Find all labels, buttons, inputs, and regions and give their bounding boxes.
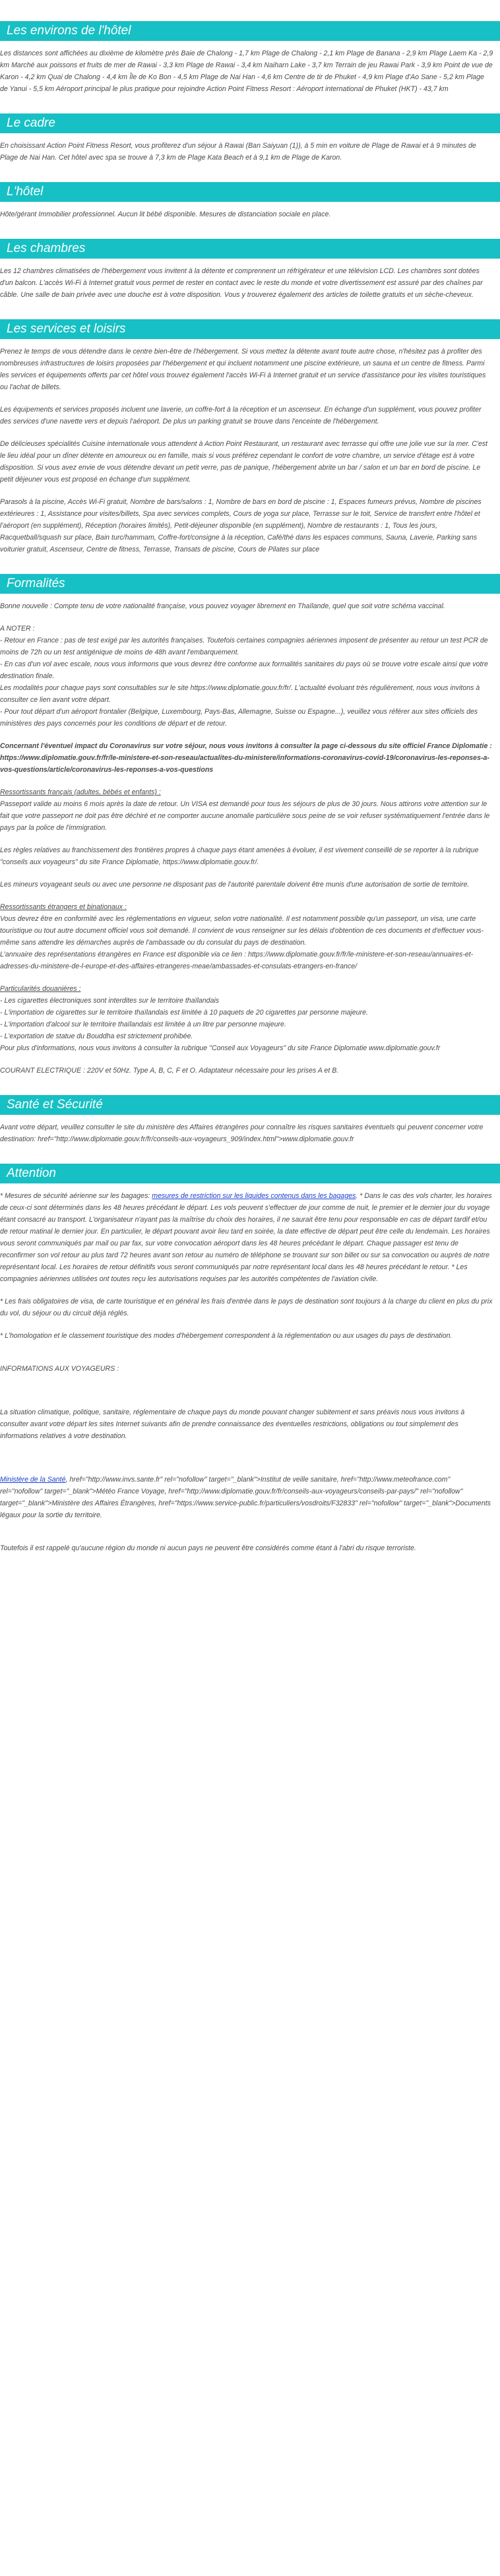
travellers-info-heading: INFORMATIONS AUX VOYAGEURS : — [0, 1365, 119, 1373]
customs-item: - L'importation d'alcool sur le territoire thaïlandais est limitée à un litre par personne majeure. — [0, 1021, 286, 1028]
foreign-nationals — [0, 901, 493, 972]
services-paragraph-3: De délicieuses spécialités Cuisine internationale vous attendent à Action Point Restaurant, un restaurant avec terrasse qui offre une jolie vue sur la mer. C'est le lieu idéal pour un dîner détente en amoureux ou en famille, mais si vous préférez cependant le confort de votre chambre, un service d'étage est à votre disposition. Si vous avez envie de vous détendre devant un petit verre, pas de panique, l'hébergement abrite un bar / salon et un bar en bord de piscine. Le petit déjeuner vous est proposé en échange d'un supplément. — [0, 440, 488, 484]
environs-text: Les distances sont affichées au dixième de kilomètre près Baie de Chalong - 1,7 km Plage de Chalong - 2,1 km Plage de Banana - 2,9 km Plage Laem Ka - 2,9 km Marché aux poissons et fruits de mer de Rawai - 3,3 km Plage de Rawai - 3,4 km Naiharn Lake - 3,7 km Terrain de jeu Rawai Park - 3,9 km Point de vue de Karon - 4,2 km Quai de Chalong - 4,4 km Île de Ko Bon - 4,5 km Plage de Nai Han - 4,6 km Centre de tir de Phuket - 4,9 km Plage d'Ao Sane - 5,2 km Plage de Yanui - 5,5 km Aéroport principal le plus pratique pour rejoindre Action Point Fitness Resort : Aéroport international de Phuket (HKT) - 43,7 km — [0, 49, 493, 93]
section-title-environs: Les environs de l'hôtel — [0, 21, 500, 41]
section-attention — [0, 1164, 500, 1554]
foreign-nationals-text: Vous devrez être en conformité avec les réglementations en vigueur, selon votre nationalité. Il est notamment possible qu'un passeport, un visa, une carte touristique ou tout autre document officiel vous soit demandé. Il convient de vous renseigner sur les délais d'obtention de ces documents et d'effectuer vous-même sans attendre les démarches auprès de l'ambassade ou du consulat du pays de destination. — [0, 915, 484, 947]
foreign-nationals-directory: L'annuaire des représentations étrangères en France est disponible via ce lien : https://www.diplomatie.gouv.fr/fr/le-ministere-et-son-reseau/annuaires-et-adresses-du-ministere-de-l-europe-et-des-affaires-etrangeres-meae/ambassades-et-consulats-etrangers-en-france/ — [0, 951, 474, 970]
note-item: - Retour en France : pas de test exigé par les autorités françaises. Toutefois certaines compagnies aériennes imposent de présenter au retour un test PCR de moins de 72h ou un test antigénique de moins de 48h avant l'embarquement. — [0, 637, 488, 656]
section-environs — [0, 21, 500, 95]
useful-links-text: , href="http://www.invs.sante.fr" rel="nofollow" target="_blank">Institut de veille sanitaire, href="http://www.meteofrance.com" rel="nofollow" target="_blank">Météo France Voyage, href="http://www.diplomatie.gouv.fr/fr/conseils-aux-voyageurs/conseils-par-pays/" rel="nofollow" target="_blank">Ministère des Affaires Étrangères, href="https://www.service-public.fr/particuliers/vosdroits/F32833" rel="nofollow" target="_blank">Documents légaux pour la sortie du territoire. — [0, 1476, 491, 1519]
security-lead: * Mesures de sécurité aérienne sur les bagages: — [0, 1192, 152, 1200]
section-cadre — [0, 113, 500, 164]
attention-paragraph-4: La situation climatique, politique, sanitaire, réglementaire de chaque pays du monde pouvant changer subitement et sans préavis nous vous invitons à consulter avant votre départ les sites Internet suivants afin de prendre connaissance des éventuelles restrictions, obligations ou tout simplement des informations relatives à votre destination. — [0, 1408, 465, 1440]
hotel-text: Hôte/gérant Immobilier professionnel. Aucun lit bébé disponible. Mesures de distanciation sociale en place. — [0, 210, 331, 218]
customs-item: - L'exportation de statue du Bouddha est strictement prohibée. — [0, 1032, 193, 1040]
attention-paragraph-1 — [0, 1190, 493, 1285]
ministry-health-link[interactable]: Ministère de la Santé — [0, 1476, 66, 1484]
section-hotel — [0, 182, 500, 220]
customs-item: Pour plus d'informations, nous vous invitons à consulter la rubrique "Conseil aux Voyageurs" du site France Diplomatie www.diplomatie.gouv.fr — [0, 1044, 441, 1052]
minors-rule: Les mineurs voyageant seuls ou avec une personne ne disposant pas de l'autorité parentale doivent être munis d'une autorisation de sortie de territoire. — [0, 881, 470, 889]
section-formalites — [0, 574, 500, 1077]
section-title-services: Les services et loisirs — [0, 319, 500, 339]
section-title-cadre: Le cadre — [0, 113, 500, 133]
formalites-note — [0, 623, 493, 730]
note-heading: A NOTER : — [0, 625, 35, 633]
sante-text: Avant votre départ, veuillez consulter le site du ministère des Affaires étrangères pour connaître les risques sanitaires éventuels qui peuvent concerner votre destination: href="http://www.diplomatie.gouv.fr/fr/conseils-aux-voyageurs_909/index.html">www.diplomatie.gouv.fr — [0, 1123, 484, 1143]
services-paragraph-2: Les équipements et services proposés incluent une laverie, un coffre-fort à la réception et un ascenseur. En échange d'un supplément, vous pouvez profiter des services d'une navette vers et depuis l'aéroport. De plus un parking gratuit se trouve dans l'enceinte de l'hébergement. — [0, 406, 482, 425]
cadre-text: En choisissant Action Point Fitness Resort, vous profiterez d'un séjour à Rawai (Ban Saiyuan (1)), à 5 min en voiture de Plage de Rawai et à 9 minutes de Plage de Nai Han. Cet hôtel avec spa se trouve à 7,3 km de Plage Kata Beach et à 9,1 km de Plage de Karon. — [0, 142, 476, 162]
section-sante — [0, 1095, 500, 1145]
services-paragraph-1: Prenez le temps de vous détendre dans le centre bien-être de l'hébergement. Si vous mettez la détente avant toute autre chose, n'hésitez pas à profiter des nombreuses infrastructures de loisirs proposées par l'hébergement et qui incluent notamment une piscine extérieure, un sauna et un centre de fitness. Parmi les services et équipements offerts par cet hôtel vous trouvez également l'accès Wi-Fi à Internet gratuit et un service d'assistance pour les visites touristiques ou l'achat de billets. — [0, 348, 486, 391]
electric-current: COURANT ELECTRIQUE : 220V et 50Hz. Type A, B, C, F et O. Adaptateur nécessaire pour les prises A et B. — [0, 1067, 339, 1075]
chambres-text: Les 12 chambres climatisées de l'hébergement vous invitent à la détente et comprennent un réfrigérateur et une télévision LCD. Les chambres sont dotées d'un balcon. L'accès Wi-Fi à Internet gratuit vous permet de rester en contact avec le reste du monde et votre divertissement est assuré par des chaînes par câble. Une salle de bain privée avec une douche est à votre disposition. Vous y trouverez également des articles de toilette gratuits et un sèche-cheveux. — [0, 267, 483, 299]
page — [0, 21, 500, 1554]
foreign-nationals-heading: Ressortissants étrangers et binationaux : — [0, 903, 127, 911]
customs-item: - Les cigarettes électroniques sont interdites sur le territoire thaïlandais — [0, 997, 220, 1005]
attention-paragraph-6: Toutefois il est rappelé qu'aucune région du monde ni aucun pays ne peuvent être considérés comme étant à l'abri du risque terroriste. — [0, 1544, 416, 1552]
french-nationals — [0, 786, 493, 834]
section-title-sante: Santé et Sécurité — [0, 1095, 500, 1115]
note-item: - En cas d'un vol avec escale, nous vous informons que vous devrez être conforme aux formalités sanitaires du pays où se trouve votre escale ainsi que votre destination finale. — [0, 660, 488, 680]
section-services — [0, 319, 500, 555]
note-item: - Pour tout départ d'un aéroport frontalier (Belgique, Luxembourg, Pays-Bas, Allemagne, Suisse ou Espagne...), veuillez vous référer aux sites officiels des ministères des pays concernés pour les conditions de départ et de retour. — [0, 708, 478, 728]
note-item: Les modalités pour chaque pays sont consultables sur le site https://www.diplomatie.gouv.fr/fr/. L'actualité évoluant très régulièrement, nous vous invitons à consulter ce lien avant votre départ. — [0, 684, 480, 704]
section-title-formalites: Formalités — [0, 574, 500, 594]
section-chambres — [0, 239, 500, 301]
customs-heading: Particularités douanières : — [0, 985, 81, 993]
attention-paragraph-5 — [0, 1474, 493, 1521]
covid-notice: Concernant l'éventuel impact du Coronavirus sur votre séjour, nous vous invitons à consulter la page ci-dessous du site officiel France Diplomatie : https://www.diplomatie.gouv.fr/fr/le-ministere-et-son-reseau/actualites-du-ministere/informations-coronavirus-covid-19/coronavirus-les-reponses-a-vos-questions/article/coronavirus-les-reponses-a-vos-questions — [0, 742, 492, 774]
french-nationals-heading: Ressortissants français (adultes, bébés et enfants) : — [0, 788, 161, 796]
liquids-restriction-link[interactable]: mesures de restriction sur les liquides contenus dans les bagages — [152, 1192, 356, 1200]
flights-info: . * Dans le cas des vols charter, les horaires de ceux-ci sont déterminés dans les 48 heures précédant le départ. Les vols peuvent s'effectuer de jour comme de nuit, le premier et le dernier jour du voyage étant consacré au transport. L'organisateur n'ayant pas la maîtrise du choix des horaires, il ne saurait être tenu pour responsable en cas de départ tardif et/ou de retour matinal le dernier jour. En particulier, le départ pouvant avoir lieu tard en soirée, la date effective de départ peut être celle du lendemain. Les horaires vous seront communiqués par mail ou par fax, sur votre convocation aéroport dans les 48 heures précédant le départ. Chaque passager est tenu de reconfirmer son vol retour au plus tard 72 heures avant son retour au numéro de téléphone se trouvant sur son billet ou sur sa convocation ou auprès de notre représentant local. Les horaires de retour définitifs vous seront communiqués par notre représentant local dans les 48 heures précédant le retour. * Les compagnies aériennes utilisées ont toutes reçu les autorisations requises par les autorités compétentes de l'aviation civile. — [0, 1192, 492, 1283]
section-title-chambres: Les chambres — [0, 239, 500, 259]
attention-paragraph-2: * Les frais obligatoires de visa, de carte touristique et en général les frais d'entrée dans le pays de destination sont toujours à la charge du client en plus du prix du vol, du séjour ou du circuit déjà réglés. — [0, 1298, 493, 1317]
section-title-attention: Attention — [0, 1164, 500, 1183]
french-nationals-text: Passeport valide au moins 6 mois après la date de retour. Un VISA est demandé pour tous les séjours de plus de 30 jours. Nous attirons votre attention sur le fait que votre passeport ne doit pas être déchiré et ne comporter aucune anomalie particulière sous peine de se voir refuser systématiquement l'entrée dans le pays par la police de l'immigration. — [0, 800, 490, 832]
customs — [0, 983, 493, 1054]
services-amenities-list: Parasols à la piscine, Accès Wi-Fi gratuit, Nombre de bars/salons : 1, Nombre de bars en bord de piscine : 1, Espaces fumeurs prévus, Nombre de piscines extérieures : 1, Assistance pour visites/billets, Spa avec services complets, Cours de yoga sur place, Terrasse sur le toit, Service de transfert entre l'hôtel et l'aéroport (en supplément), Réception (horaires limités), Petit-déjeuner disponible (en supplément), Nombre de restaurants : 1, Tous les jours, Racquetball/squash sur place, Bain turc/hammam, Coffre-fort/consigne à la réception, Café/thé dans les espaces communs, Sauna, Laverie, Parking sans voiturier gratuit, Ascenseur, Centre de fitness, Terrasse, Transats de piscine, Cours de Pilates sur place — [0, 498, 482, 553]
border-rules: Les règles relatives au franchissement des frontières propres à chaque pays étant amenées à évoluer, il est vivement conseillé de se reporter à la rubrique "conseils aux voyageurs" du site France Diplomatie, https://www.diplomatie.gouv.fr/. — [0, 846, 479, 866]
formalites-intro: Bonne nouvelle : Compte tenu de votre nationalité française, vous pouvez voyager librement en Thaïlande, quel que soit votre schéma vaccinal. — [0, 602, 445, 610]
section-title-hotel: L'hôtel — [0, 182, 500, 202]
customs-item: - L'importation de cigarettes sur le territoire thaïlandais est limitée à 10 paquets de 20 cigarettes par personne majeure. — [0, 1009, 368, 1017]
attention-paragraph-3: * L'homologation et le classement touristique des modes d'hébergement correspondent à la réglementation ou aux usages du pays de destination. — [0, 1332, 453, 1340]
